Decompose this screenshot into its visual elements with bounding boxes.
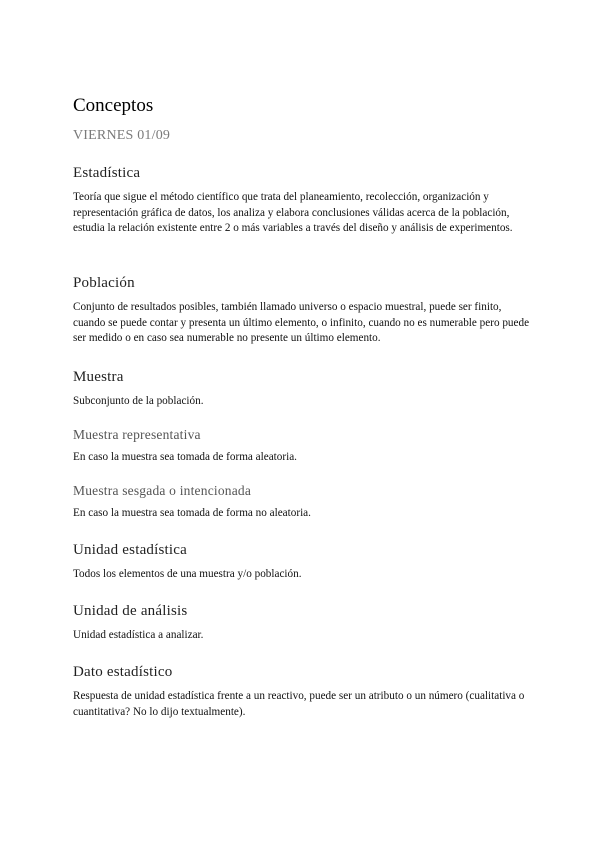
section-text: Respuesta de unidad estadística frente a un reactivo, puede ser un atributo o un número (cualitativa o cuantitativa? No lo dijo textualmente).: [73, 690, 525, 718]
section-heading: Población: [73, 275, 135, 291]
section-heading: Dato estadístico: [73, 664, 173, 680]
section-text: Conjunto de resultados posibles, también llamado universo o espacio muestral, puede ser finito, cuando se puede contar y presenta un último elemento, o infinito, cuando no es numerable pero puede ser medido o en caso sea numerable no presente un último elemento.: [73, 301, 530, 345]
page-title: Conceptos: [73, 95, 154, 116]
section-poblacion: [73, 274, 533, 347]
section-text: Subconjunto de la población.: [73, 395, 204, 407]
section-estadistica: [73, 164, 533, 237]
subsection-heading: Muestra representativa: [73, 427, 201, 442]
section-text: Teoría que sigue el método científico que trata del planeamiento, recolección, organización y representación gráfica de datos, los analiza y elabora conclusiones válidas acerca de la población, estudia la relación existente entre 2 o más variables a través del diseño y análisis de experimentos.: [73, 191, 513, 235]
section-text: En caso la muestra sea tomada de forma no aleatoria.: [73, 507, 311, 519]
section-heading: Muestra: [73, 369, 124, 385]
section-heading: Unidad de análisis: [73, 603, 188, 619]
section-text: Unidad estadística a analizar.: [73, 629, 204, 641]
section-unidad-estadistica: [73, 541, 533, 583]
section-muestra: [73, 368, 533, 410]
section-unidad-de-analisis: [73, 602, 533, 644]
section-heading: Estadística: [73, 165, 141, 181]
section-heading: Unidad estadística: [73, 542, 187, 558]
document-content: [73, 94, 533, 718]
subsection-muestra-representativa: [73, 427, 533, 466]
page-date: VIERNES 01/09: [73, 128, 171, 143]
section-dato-estadistico: [73, 663, 533, 720]
subsection-heading: Muestra sesgada o intencionada: [73, 483, 252, 498]
subsection-muestra-sesgada: [73, 483, 533, 522]
section-text: Todos los elementos de una muestra y/o población.: [73, 568, 302, 580]
section-text: En caso la muestra sea tomada de forma aleatoria.: [73, 451, 297, 463]
